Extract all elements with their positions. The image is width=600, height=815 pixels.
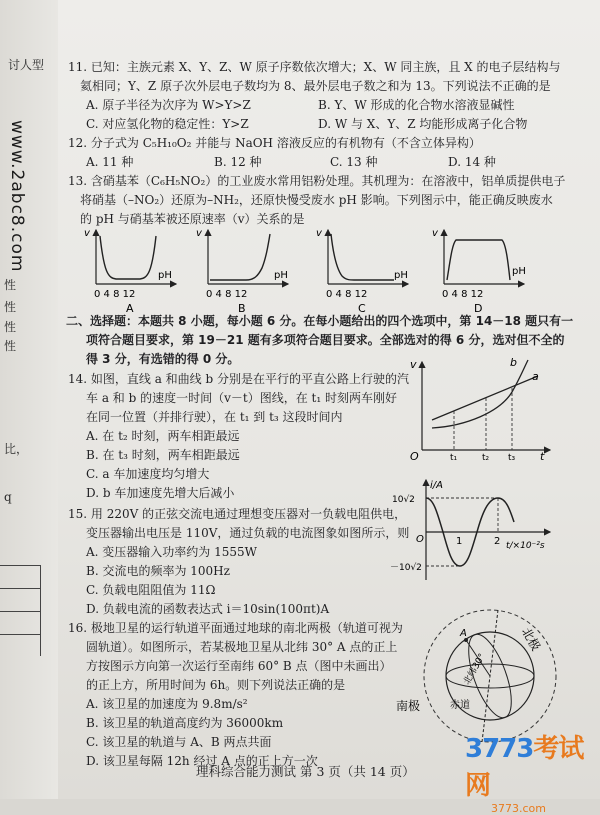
q16-stem-line4: 的正上方，所用时间为 6h。则下列说法正确的是	[86, 678, 346, 692]
q14-t1-label: t₁	[450, 453, 458, 463]
q11-option-c: C. 对应氢化物的稳定性：Y>Z	[86, 117, 249, 131]
q15-option-a: A. 变压器输入功率约为 1555W	[86, 545, 257, 559]
q15-one-label: 1	[456, 536, 463, 547]
q13-c-v-label: v	[316, 228, 322, 239]
q15-option-d: D. 负载电流的函数表达式 i＝10sin(100πt)A	[86, 602, 330, 616]
q15-stem-line1: 15. 用 220V 的正弦交流电通过理想变压器对一负载电阻供电，	[68, 507, 407, 521]
q15-two-label: 2	[494, 536, 501, 547]
margin-url: www.2abc8.com	[7, 120, 27, 273]
q11-option-a: A. 原子半径为次序为 W>Y>Z	[86, 98, 251, 112]
q14-vt-graph	[404, 356, 554, 462]
q16-point-a: A	[460, 628, 467, 639]
q15-xlabel: t/×10⁻²s	[506, 541, 545, 551]
q13-a-letter: A	[126, 302, 134, 315]
q14-option-c: C. a 车加速度均匀增大	[86, 467, 210, 481]
q15-stem-line2: 变压器输出电压是 110V，通过负载的电流图象如图所示，则	[86, 526, 410, 540]
q11-stem-line1: 11. 已知：主族元素 X、Y、Z、W 原子序数依次增大；X、W 同主族，且 X 的电子层结构与	[68, 60, 561, 74]
q15-option-b: B. 交流电的频率为 100Hz	[86, 564, 230, 578]
q16-north-label: 北极	[518, 625, 544, 654]
margin-mark: q	[4, 490, 12, 504]
q13-b-ticks: 0 4 8 12	[206, 289, 248, 300]
q14-b-label: b	[510, 356, 517, 369]
q13-stem-line2: 将硝基（–NO₂）还原为–NH₂，还原快慢受废水 pH 影响。下列图示中，能正确反映废水	[80, 193, 553, 207]
q16-stem-line2: 圆轨道）。如图所示，若某极地卫星从北纬 30° A 点的正上	[86, 640, 398, 654]
margin-mark: 比，	[4, 442, 29, 456]
margin-top-text: 讨人型	[8, 58, 45, 72]
q14-t-label: t	[540, 450, 545, 463]
q15-option-c: C. 负载电阻阻值为 11Ω	[86, 583, 216, 597]
q14-t2-label: t₂	[482, 453, 490, 463]
q13-a-ph-label: pH	[158, 270, 172, 281]
q13-d-v-label: v	[432, 228, 438, 239]
q15-o-label: O	[416, 534, 424, 545]
q14-a-label: a	[532, 370, 539, 383]
q14-option-a: A. 在 t₂ 时刻，两车相距最远	[86, 429, 240, 443]
margin-mark: 性	[4, 300, 17, 314]
q12-stem: 12. 分子式为 C₅H₁₀O₂ 并能与 NaOH 溶液反应的有机物有（不含立体异构）	[68, 136, 481, 150]
q15-neg-label: －10√2	[390, 563, 422, 573]
margin-mark: 性	[4, 278, 17, 292]
margin-table	[0, 565, 41, 656]
q14-o-label: O	[410, 450, 419, 463]
margin-mark: 性	[4, 320, 17, 334]
q14-stem-line1: 14. 如图，直线 a 和曲线 b 分别是在平行的平直公路上行驶的汽	[68, 372, 409, 386]
q13-c-letter: C	[358, 302, 366, 315]
q13-d-ticks: 0 4 8 12	[442, 289, 484, 300]
left-margin	[0, 0, 58, 799]
q14-t3-label: t₃	[508, 453, 516, 463]
q14-stem-line2: 车 a 和 b 的速度一时间（v－t）图线，在 t₁ 时刻两车刚好	[86, 391, 397, 405]
section2-line2: 项符合题目要求，第 19－21 题有多项符合题目要求。全部选对的得 6 分，选对但不全的	[86, 333, 565, 347]
margin-mark: 性	[4, 339, 17, 353]
q13-a-ticks: 0 4 8 12	[94, 289, 136, 300]
q13-stem-line3: 的 pH 与硝基苯被还原速率（v）关系的是	[80, 212, 305, 226]
section2-line1: 二、选择题：本题共 8 小题，每小题 6 分。在每小题给出的四个选项中，第 14－18 题只有一	[66, 314, 574, 328]
q14-curve-b	[432, 360, 528, 428]
q14-line-a	[432, 376, 538, 420]
q15-ylabel: i/A	[430, 480, 443, 491]
q14-stem-line3: 在同一位置（并排行驶），在 t₁ 到 t₃ 这段时间内	[86, 410, 343, 424]
q16-stem-line1: 16. 极地卫星的运行轨道平面通过地球的南北两极（轨道可视为	[68, 621, 403, 635]
q15-current-graph	[390, 476, 560, 586]
q13-b-ph-label: pH	[274, 270, 288, 281]
site-watermark	[465, 728, 600, 815]
q13-c-ticks: 0 4 8 12	[326, 289, 368, 300]
watermark-url: 3773.com	[491, 802, 546, 815]
q13-d-ph-label: pH	[512, 266, 526, 277]
q15-pos-label: 10√2	[392, 495, 415, 505]
q13-a-v-label: v	[84, 228, 90, 239]
q11-stem-line2: 氦相同；Y、Z 原子次外层电子数均为 8、最外层电子数之和为 13。下列说法不正确的是	[80, 79, 551, 93]
q14-option-b: B. 在 t₃ 时刻，两车相距最远	[86, 448, 240, 462]
q16-option-c: C. 该卫星的轨道与 A、B 两点共面	[86, 735, 272, 749]
q13-b-v-label: v	[196, 228, 202, 239]
q11-option-b: B. Y、W 形成的化合物水溶液显碱性	[318, 98, 515, 112]
q16-equator-label: 赤道	[450, 700, 470, 711]
q12-option-c: C. 13 种	[330, 155, 378, 169]
q16-lat-label: 北纬30°	[462, 652, 488, 687]
q11-option-d: D. W 与 X、Y、Z 均能形成离子化合物	[318, 117, 528, 131]
q13-b-letter: B	[238, 302, 246, 315]
section2-line3: 得 3 分，有选错的得 0 分。	[86, 352, 240, 366]
q13-d-letter: D	[474, 302, 483, 315]
q13-graph-d	[432, 228, 526, 315]
q13-c-ph-label: pH	[394, 270, 408, 281]
q14-v-label: v	[410, 358, 417, 371]
q14-option-d: D. b 车加速度先增大后减小	[86, 486, 235, 500]
watermark-logo: 3773考试网	[465, 734, 584, 801]
q16-option-a: A. 该卫星的加速度为 9.8m/s²	[86, 697, 248, 711]
q13-graphs	[82, 222, 542, 314]
q12-option-b: B. 12 种	[214, 155, 262, 169]
q16-south-label: 南极	[396, 699, 421, 713]
q13-graph-a	[84, 228, 176, 315]
q16-option-b: B. 该卫星的轨道高度约为 36000km	[86, 716, 284, 730]
q13-stem-line1: 13. 含硝基苯（C₆H₅NO₂）的工业废水常用铝粉处理。其机理为：在溶液中，铝单质提供电子	[68, 174, 566, 188]
q12-option-a: A. 11 种	[86, 155, 134, 169]
q16-earth-diagram	[394, 606, 570, 746]
q13-graph-b	[196, 228, 288, 315]
q16-stem-line3: 方按图示方向第一次运行至南纬 60° B 点（图中未画出）	[86, 659, 392, 673]
q16-option-d: D. 该卫星每隔 12h 经过 A 点的正上方一次	[86, 754, 318, 768]
page-footer: 理科综合能力测试 第 3 页（共 14 页）	[196, 764, 415, 779]
q12-option-d: D. 14 种	[448, 155, 496, 169]
q13-graph-c	[316, 228, 408, 315]
